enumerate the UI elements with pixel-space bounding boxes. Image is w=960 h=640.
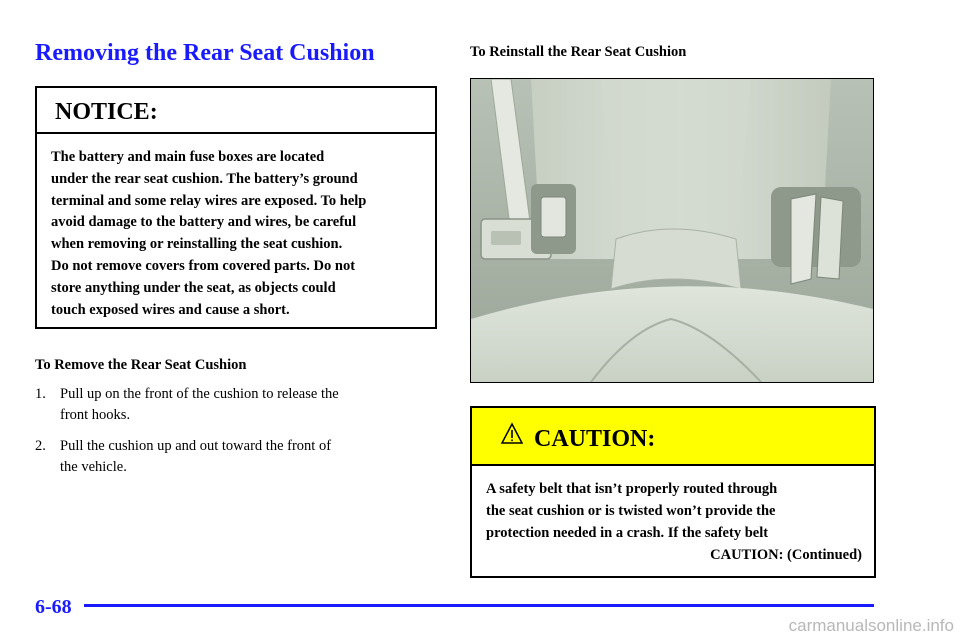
- seat-illustration: [471, 79, 873, 382]
- buckle-right: [817, 197, 843, 279]
- notice-line: under the rear seat cushion. The battery’s ground: [51, 170, 358, 187]
- notice-line: store anything under the seat, as objects could: [51, 279, 336, 296]
- remove-heading: To Remove the Rear Seat Cushion: [35, 357, 247, 373]
- notice-line: when removing or reinstalling the seat cushion.: [51, 236, 343, 253]
- page-title: Removing the Rear Seat Cushion: [35, 40, 375, 66]
- page-number: 6-68: [35, 596, 72, 618]
- caution-body: [472, 466, 874, 566]
- step-line: the vehicle.: [60, 459, 127, 475]
- caution-heading: CAUTION:: [534, 426, 656, 452]
- notice-line: avoid damage to the battery and wires, be careful: [51, 214, 357, 231]
- step-number: 1.: [35, 386, 46, 402]
- notice-box: [35, 86, 437, 329]
- notice-line: terminal and some relay wires are exposed. To help: [51, 192, 367, 209]
- step-line: Pull up on the front of the cushion to release the: [60, 386, 339, 402]
- seat-photo: [470, 78, 874, 383]
- notice-body: [37, 134, 435, 321]
- step-item: [35, 384, 445, 426]
- remove-steps: [35, 384, 445, 488]
- caution-line: A safety belt that isn’t properly routed through: [486, 481, 778, 497]
- step-item: [35, 436, 445, 478]
- caution-line: the seat cushion or is twisted won’t provide the: [486, 503, 776, 519]
- notice-heading: NOTICE:: [37, 88, 435, 134]
- caution-line: protection needed in a crash. If the safety belt: [486, 525, 769, 541]
- caution-continued: CAUTION: (Continued): [710, 547, 862, 563]
- notice-line: The battery and main fuse boxes are located: [51, 149, 325, 165]
- caution-box: [470, 406, 876, 578]
- caution-header: [472, 408, 874, 466]
- warning-icon: [500, 422, 524, 446]
- page-footer-rule: [84, 604, 874, 607]
- reinstall-heading: To Reinstall the Rear Seat Cushion: [470, 44, 687, 60]
- notice-line: touch exposed wires and cause a short.: [51, 301, 290, 318]
- notice-line: Do not remove covers from covered parts. Do not: [51, 257, 356, 274]
- step-line: front hooks.: [60, 407, 131, 423]
- watermark: carmanualsonline.info: [788, 616, 954, 635]
- step-number: 2.: [35, 438, 46, 454]
- step-line: Pull the cushion up and out toward the front of: [60, 438, 332, 454]
